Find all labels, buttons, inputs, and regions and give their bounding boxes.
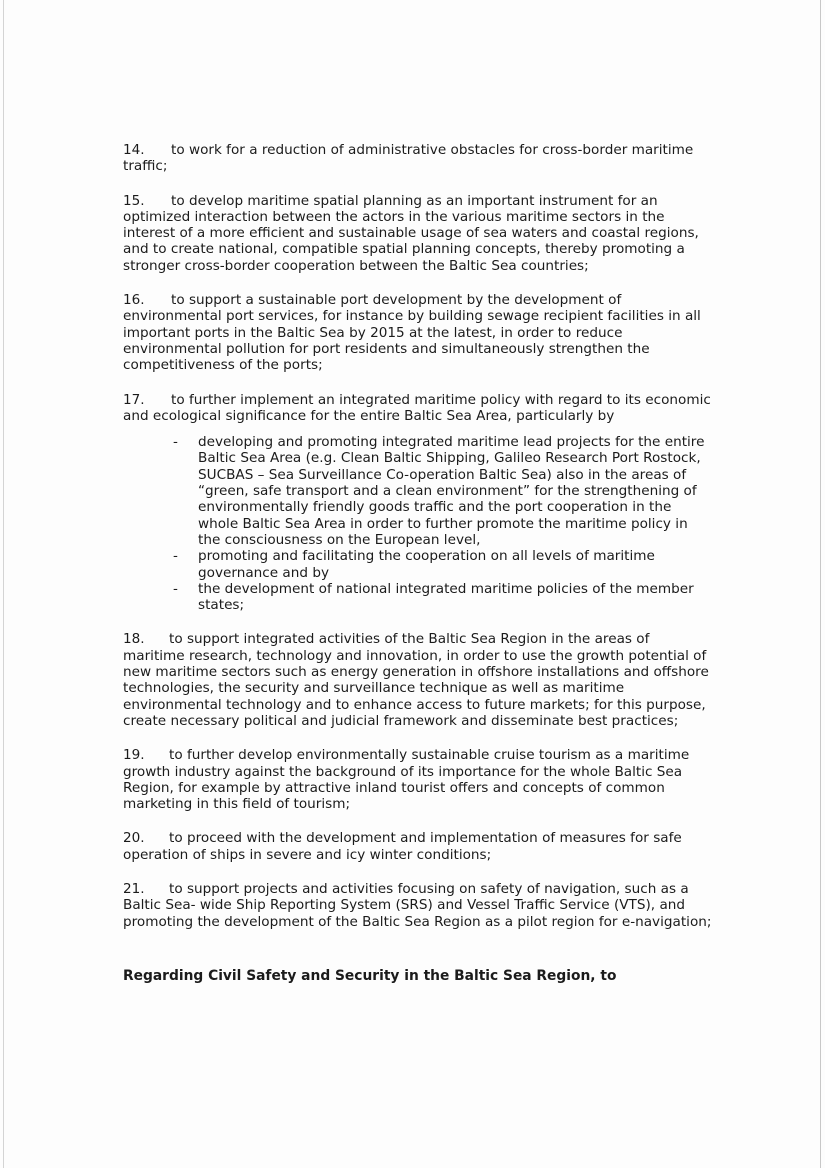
paragraph-14 — [123, 142, 713, 175]
paragraph-number: 16. — [123, 292, 145, 309]
list-item-text: promoting and facilitating the cooperation on all levels of maritime governance and by — [198, 548, 655, 581]
paragraph-number: 21. — [123, 880, 145, 897]
paragraph-number: 17. — [123, 391, 145, 408]
paragraph-17 — [123, 392, 713, 425]
paragraph-text: to proceed with the development and implementation of measures for safe operation of ships in severe and icy winter conditions; — [123, 830, 682, 863]
paragraph-16 — [123, 292, 713, 373]
list-item — [123, 548, 713, 581]
section-heading: Regarding Civil Safety and Security in the Baltic Sea Region, to — [123, 967, 617, 984]
paragraph-number: 20. — [123, 830, 145, 847]
paragraph-19 — [123, 747, 713, 812]
paragraph-number: 19. — [123, 747, 145, 764]
document-body — [123, 142, 713, 984]
paragraph-text: to support projects and activities focusing on safety of navigation, such as a Baltic Sea- wide Ship Reporting System (SRS) and Vessel Traffic Service (VTS), and promoting the development of the Baltic Sea Region as a pilot region for e-navigation; — [123, 880, 712, 930]
paragraph-text: to support a sustainable port development by the development of environmental port services, for instance by building sewage recipient facilities in all important ports in the Baltic Sea by 2015 at the latest, in order to reduce environmental pollution for port residents and simultaneously strengthen the competitiveness of the ports; — [123, 292, 701, 374]
paragraph-number: 18. — [123, 631, 145, 648]
paragraph-text: to further develop environmentally sustainable cruise tourism as a maritime growth industry against the background of its importance for the whole Baltic Sea Region, for example by attractive inland tourist offers and concepts of common marketing in this field of tourism; — [123, 747, 690, 813]
paragraph-18 — [123, 631, 713, 729]
dash-bullet: - — [173, 434, 178, 451]
bullet-list — [123, 434, 713, 613]
scan-edge-right — [820, 0, 821, 1168]
paragraph-15 — [123, 193, 713, 274]
paragraph-text: to support integrated activities of the Baltic Sea Region in the areas of maritime research, technology and innovation, in order to use the growth potential of new maritime sectors such as energy generation in offshore installations and offshore technologies, the security and surveillance technique as well as maritime environmental technology and to enhance access to future markets; for this purpose, create necessary political and judicial framework and disseminate best practices; — [123, 631, 709, 729]
scan-edge-left — [3, 0, 4, 1168]
paragraph-20 — [123, 830, 713, 863]
paragraph-21 — [123, 881, 713, 930]
paragraph-text: to work for a reduction of administrative obstacles for cross-border maritime traffic; — [123, 142, 694, 175]
dash-bullet: - — [173, 548, 178, 565]
list-item — [123, 434, 713, 548]
list-item-text: developing and promoting integrated maritime lead projects for the entire Baltic Sea Area (e.g. Clean Baltic Shipping, Galileo Research Port Rostock, SUCBAS – Sea Surveillance Co-operation Baltic Sea) also in the areas of “green, safe transport and a clean environment” for the strengthening of environmentally friendly goods traffic and the port cooperation in the whole Baltic Sea Area in order to further promote the maritime policy in the consciousness on the European level, — [198, 434, 705, 548]
list-item — [123, 581, 713, 614]
paragraph-text: to develop maritime spatial planning as an important instrument for an optimized interaction between the actors in the various maritime sectors in the interest of a more efficient and sustainable usage of sea waters and coastal regions, and to create national, compatible spatial planning concepts, thereby promoting a stronger cross-border cooperation between the Baltic Sea countries; — [123, 192, 699, 274]
list-item-text: the development of national integrated maritime policies of the member states; — [198, 580, 694, 614]
dash-bullet: - — [173, 580, 178, 597]
paragraph-number: 15. — [123, 192, 145, 209]
paragraph-number: 14. — [123, 142, 145, 158]
paragraph-text: to further implement an integrated maritime policy with regard to its economic and ecological significance for the entire Baltic Sea Area, particularly by — [123, 391, 711, 424]
